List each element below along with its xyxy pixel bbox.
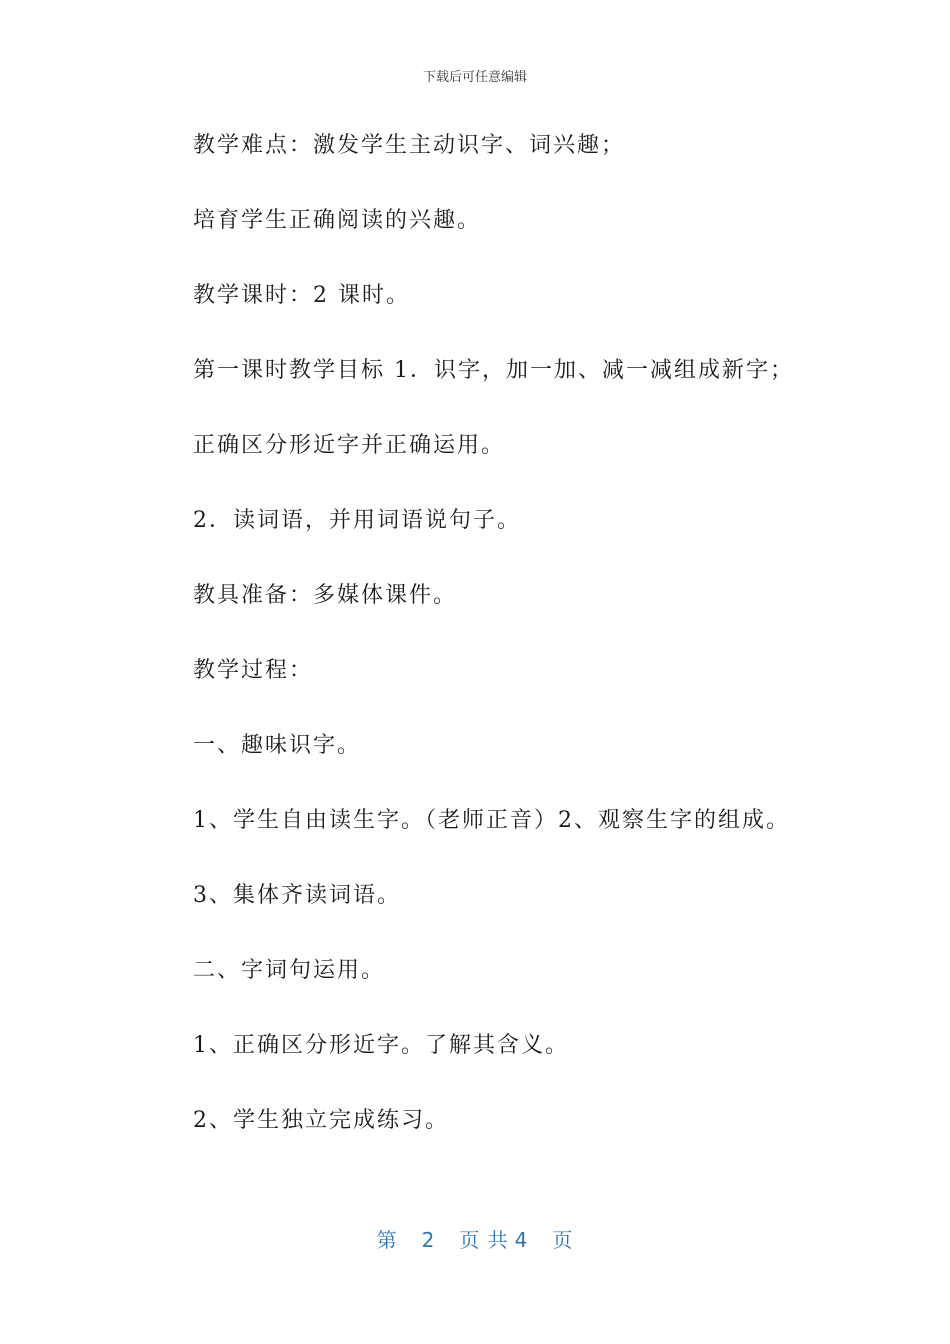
paragraph-read-words: 2．读词语，并用词语说句子。 <box>193 508 521 533</box>
list-item-group-reading: 3、集体齐读词语。 <box>193 883 401 908</box>
paragraph-teaching-process: 教学过程： <box>193 658 314 683</box>
paragraph-distinguish-characters: 正确区分形近字并正确运用。 <box>193 433 506 458</box>
page-footer <box>0 1224 950 1253</box>
paragraph-class-hours: 教学课时：2 课时。 <box>193 283 410 308</box>
paragraph-first-lesson-goal: 第一课时教学目标 1．识字，加一加、减一减组成新字； <box>193 358 794 383</box>
list-item-independent-practice: 2、学生独立完成练习。 <box>193 1108 449 1133</box>
document-body <box>193 127 893 1177</box>
list-item-similar-characters: 1、正确区分形近字。了解其含义。 <box>193 1033 569 1058</box>
paragraph-teaching-difficulty: 教学难点：激发学生主动识字、词兴趣； <box>193 133 626 158</box>
footer-current-page: 2 <box>421 1228 436 1252</box>
list-item-free-reading: 1、学生自由读生字。（老师正音）2、观察生字的组成。 <box>193 808 790 833</box>
paragraph-reading-interest: 培育学生正确阅读的兴趣。 <box>193 208 482 233</box>
footer-total-pages: 4 <box>514 1228 529 1252</box>
header-note: 下载后可任意编辑 <box>422 70 527 85</box>
footer-suffix: 页 <box>552 1228 574 1252</box>
footer-prefix: 第 <box>376 1228 398 1252</box>
section-heading-fun-literacy: 一、趣味识字。 <box>193 733 362 758</box>
paragraph-teaching-aids: 教具准备：多媒体课件。 <box>193 583 458 608</box>
footer-middle: 页 共 <box>459 1228 509 1252</box>
section-heading-word-usage: 二、字词句运用。 <box>193 958 386 983</box>
